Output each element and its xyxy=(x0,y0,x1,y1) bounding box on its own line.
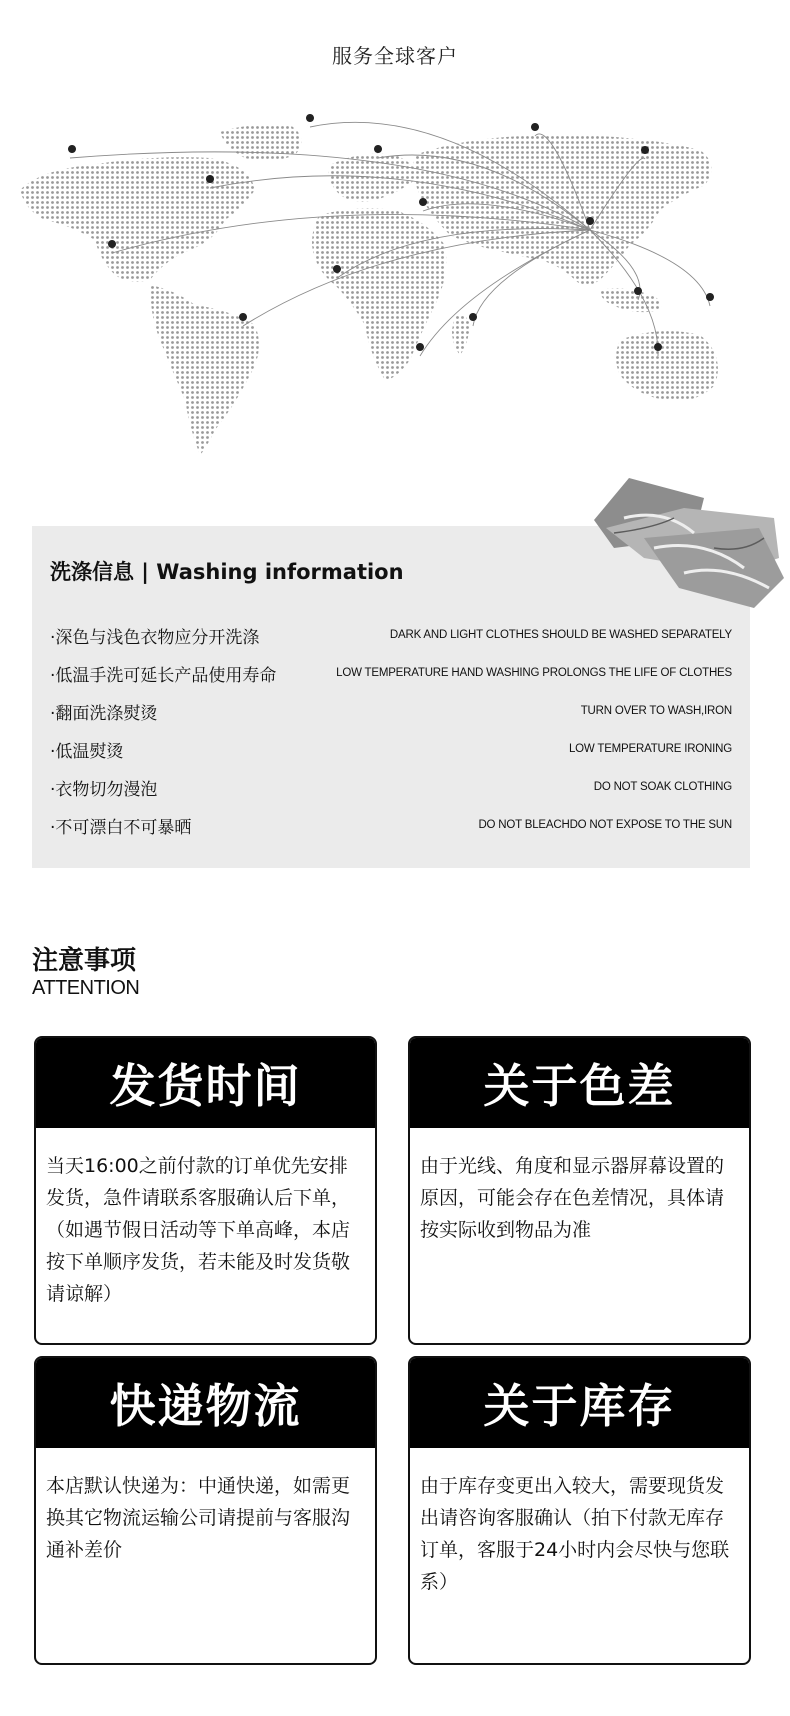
washing-item xyxy=(50,772,732,802)
note-card-heading: 发货时间 xyxy=(36,1038,375,1128)
note-card-heading: 关于库存 xyxy=(410,1358,749,1448)
attention-title: 注意事项 xyxy=(32,946,137,976)
washing-item xyxy=(50,620,732,650)
washing-item-cn: ·翻面洗涤熨烫 xyxy=(50,703,158,724)
note-card-express-logistics xyxy=(34,1356,377,1665)
washing-item-en: DARK AND LIGHT CLOTHES SHOULD BE WASHED SEPARATELY xyxy=(389,629,732,641)
washing-item-cn: ·低温手洗可延长产品使用寿命 xyxy=(50,665,277,686)
note-card-heading: 快递物流 xyxy=(36,1358,375,1448)
world-map xyxy=(0,110,790,470)
washing-item-cn: ·深色与浅色衣物应分开洗涤 xyxy=(50,627,260,648)
washing-item xyxy=(50,658,732,688)
note-card-body: 由于光线、角度和显示器屏幕设置的原因，可能会存在色差情况，具体请按实际收到物品为准 xyxy=(420,1155,725,1241)
washing-item xyxy=(50,696,732,726)
washing-item-en: DO NOT BLEACHDO NOT EXPOSE TO THE SUN xyxy=(478,819,732,831)
note-card-color-difference xyxy=(408,1036,751,1345)
note-card-heading: 关于色差 xyxy=(410,1038,749,1128)
washing-title: 洗涤信息 | Washing information xyxy=(50,560,404,584)
washing-item-cn: ·不可漂白不可暴晒 xyxy=(50,817,192,838)
note-card-inventory xyxy=(408,1356,751,1665)
note-card-body: 由于库存变更出入较大，需要现货发出请咨询客服确认（拍下付款无库存订单，客服于24小时内会尽快与您联系） xyxy=(420,1475,730,1593)
washing-item-en: LOW TEMPERATURE HAND WASHING PROLONGS THE LIFE OF CLOTHES xyxy=(336,667,732,679)
note-card-shipping-time xyxy=(34,1036,377,1345)
washing-item xyxy=(50,734,732,764)
map-title: 服务全球客户 xyxy=(332,44,458,68)
washing-item-cn: ·衣物切勿漫泡 xyxy=(50,779,158,800)
decorative-tape-image xyxy=(584,478,784,608)
washing-item xyxy=(50,810,732,840)
washing-item-en: DO NOT SOAK CLOTHING xyxy=(593,781,732,793)
continents xyxy=(20,124,718,455)
note-card-body: 当天16:00之前付款的订单优先安排发货，急件请联系客服确认后下单，（如遇节假日活动等下单高峰，本店按下单顺序发货，若未能及时发货敬请谅解） xyxy=(46,1155,351,1305)
note-card-body: 本店默认快递为：中通快递，如需更换其它物流运输公司请提前与客服沟通补差价 xyxy=(46,1475,351,1561)
washing-item-en: TURN OVER TO WASH,IRON xyxy=(580,705,732,717)
washing-item-en: LOW TEMPERATURE IRONING xyxy=(568,743,732,755)
attention-subtitle: ATTENTION xyxy=(32,977,140,999)
washing-item-cn: ·低温熨烫 xyxy=(50,741,124,762)
